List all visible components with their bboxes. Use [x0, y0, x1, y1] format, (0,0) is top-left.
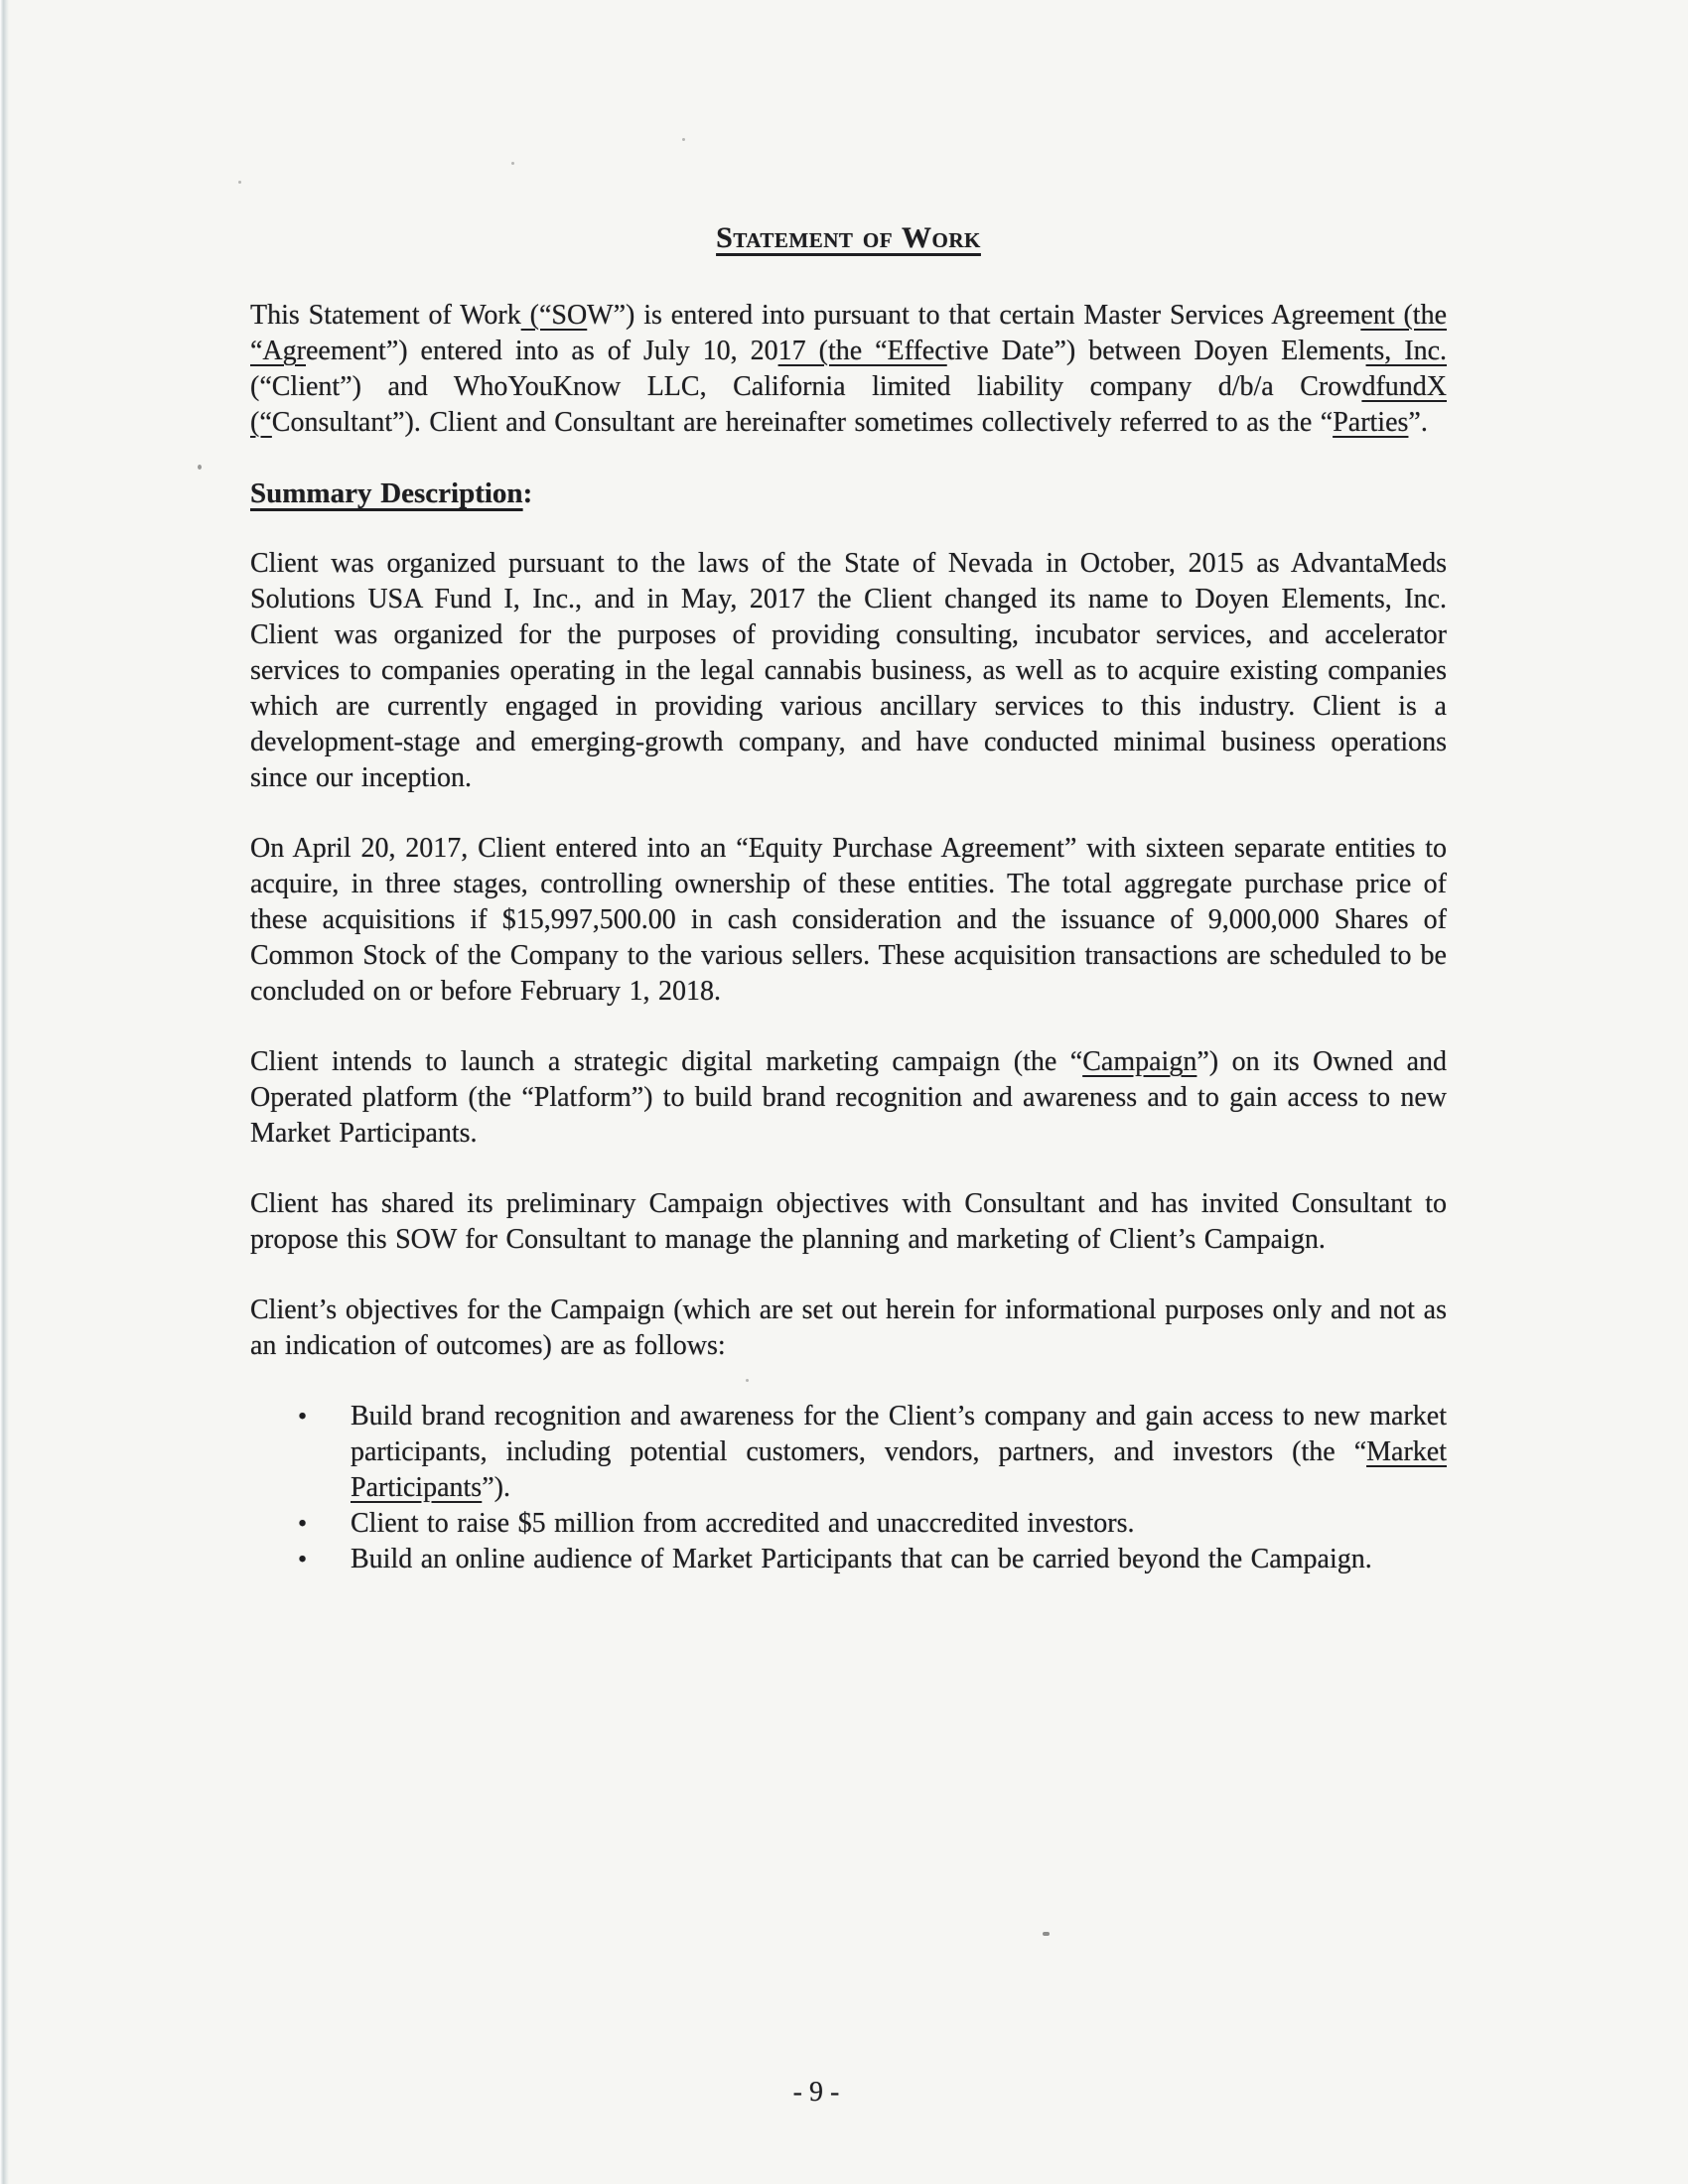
bullet-icon: • [298, 1545, 308, 1573]
paragraph-objectives-intro: Client’s objectives for the Campaign (which are set out herein for informational purposes only and not as an indication of outcomes) are as follows: [250, 1295, 1447, 1361]
list-item [250, 1506, 1447, 1542]
bullet-icon: • [298, 1509, 308, 1538]
paragraph-equity-purchase-agreement: On April 20, 2017, Client entered into an “Equity Purchase Agreement” with sixteen separate entities to acquire, in three stages, controlling ownership of these entities. The total aggregate purchase price of these acquisitions if $15,997,500.00 in cash consideration and the issuance of 9,000,000 Shares of Common Stock of the Company to the various sellers. These acquisition transactions are scheduled to be concluded on or before February 1, 2018. [250, 833, 1447, 1007]
document-body [250, 220, 1447, 1577]
paragraph-preamble: This Statement of Work (“SOW”) is entered into pursuant to that certain Master Services Agreement (the “Agreement”) entered into as of July 10, 2017 (the “Effective Date”) between Doyen Elements, Inc. (“Client”) and WhoYouKnow LLC, California limited liability company d/b/a CrowdfundX (“Consultant”). Client and Consultant are hereinafter sometimes collectively referred to as the “Parties”. [250, 300, 1448, 438]
scan-speck [238, 181, 241, 184]
paragraph-campaign-launch: Client intends to launch a strategic digital marketing campaign (the “Campaign”) on its Owned and Operated platform (the “Platform”) to build brand recognition and awareness and to gain access to new Market Participants. [250, 1046, 1447, 1149]
section-heading-summary-description: Summary Description: [250, 478, 533, 509]
paragraph-client-organization: Client was organized pursuant to the laws of the State of Nevada in October, 2015 as AdvantaMeds Solutions USA Fund I, Inc., and in May, 2017 the Client changed its name to Doyen Elements, Inc. Client was organized for the purposes of providing consulting, incubator services, and accelerator services to companies operating in the legal cannabis business, as well as to acquire existing companies which are currently engaged in providing various ancillary services to this industry. Client is a development-stage and emerging-growth company, and have conducted minimal business operations since our inception. [250, 548, 1447, 793]
document-title: Statement of Work [716, 221, 981, 254]
list-item [250, 1542, 1447, 1577]
page-number: - 9 - [792, 2077, 840, 2108]
bullet-icon: • [298, 1402, 308, 1431]
scan-speck [198, 465, 202, 470]
scan-speck [1043, 1932, 1050, 1936]
objectives-list [250, 1399, 1447, 1577]
scan-speck [511, 162, 514, 165]
list-item [250, 1399, 1447, 1506]
list-item-text: Build an online audience of Market Participants that can be carried beyond the Campaign. [351, 1544, 1372, 1574]
scan-speck [682, 138, 685, 141]
paragraph-campaign-objectives-shared: Client has shared its preliminary Campaign objectives with Consultant and has invited Consultant to propose this SOW for Consultant to manage the planning and marketing of Client’s Campaign. [250, 1188, 1447, 1255]
scan-edge-artifact [0, 0, 9, 2184]
list-item-text: Client to raise $5 million from accredited and unaccredited investors. [351, 1508, 1135, 1539]
list-item-text: Build brand recognition and awareness for the Client’s company and gain access to new market participants, including potential customers, vendors, partners, and investors (the “Market Participants”). [351, 1401, 1447, 1503]
